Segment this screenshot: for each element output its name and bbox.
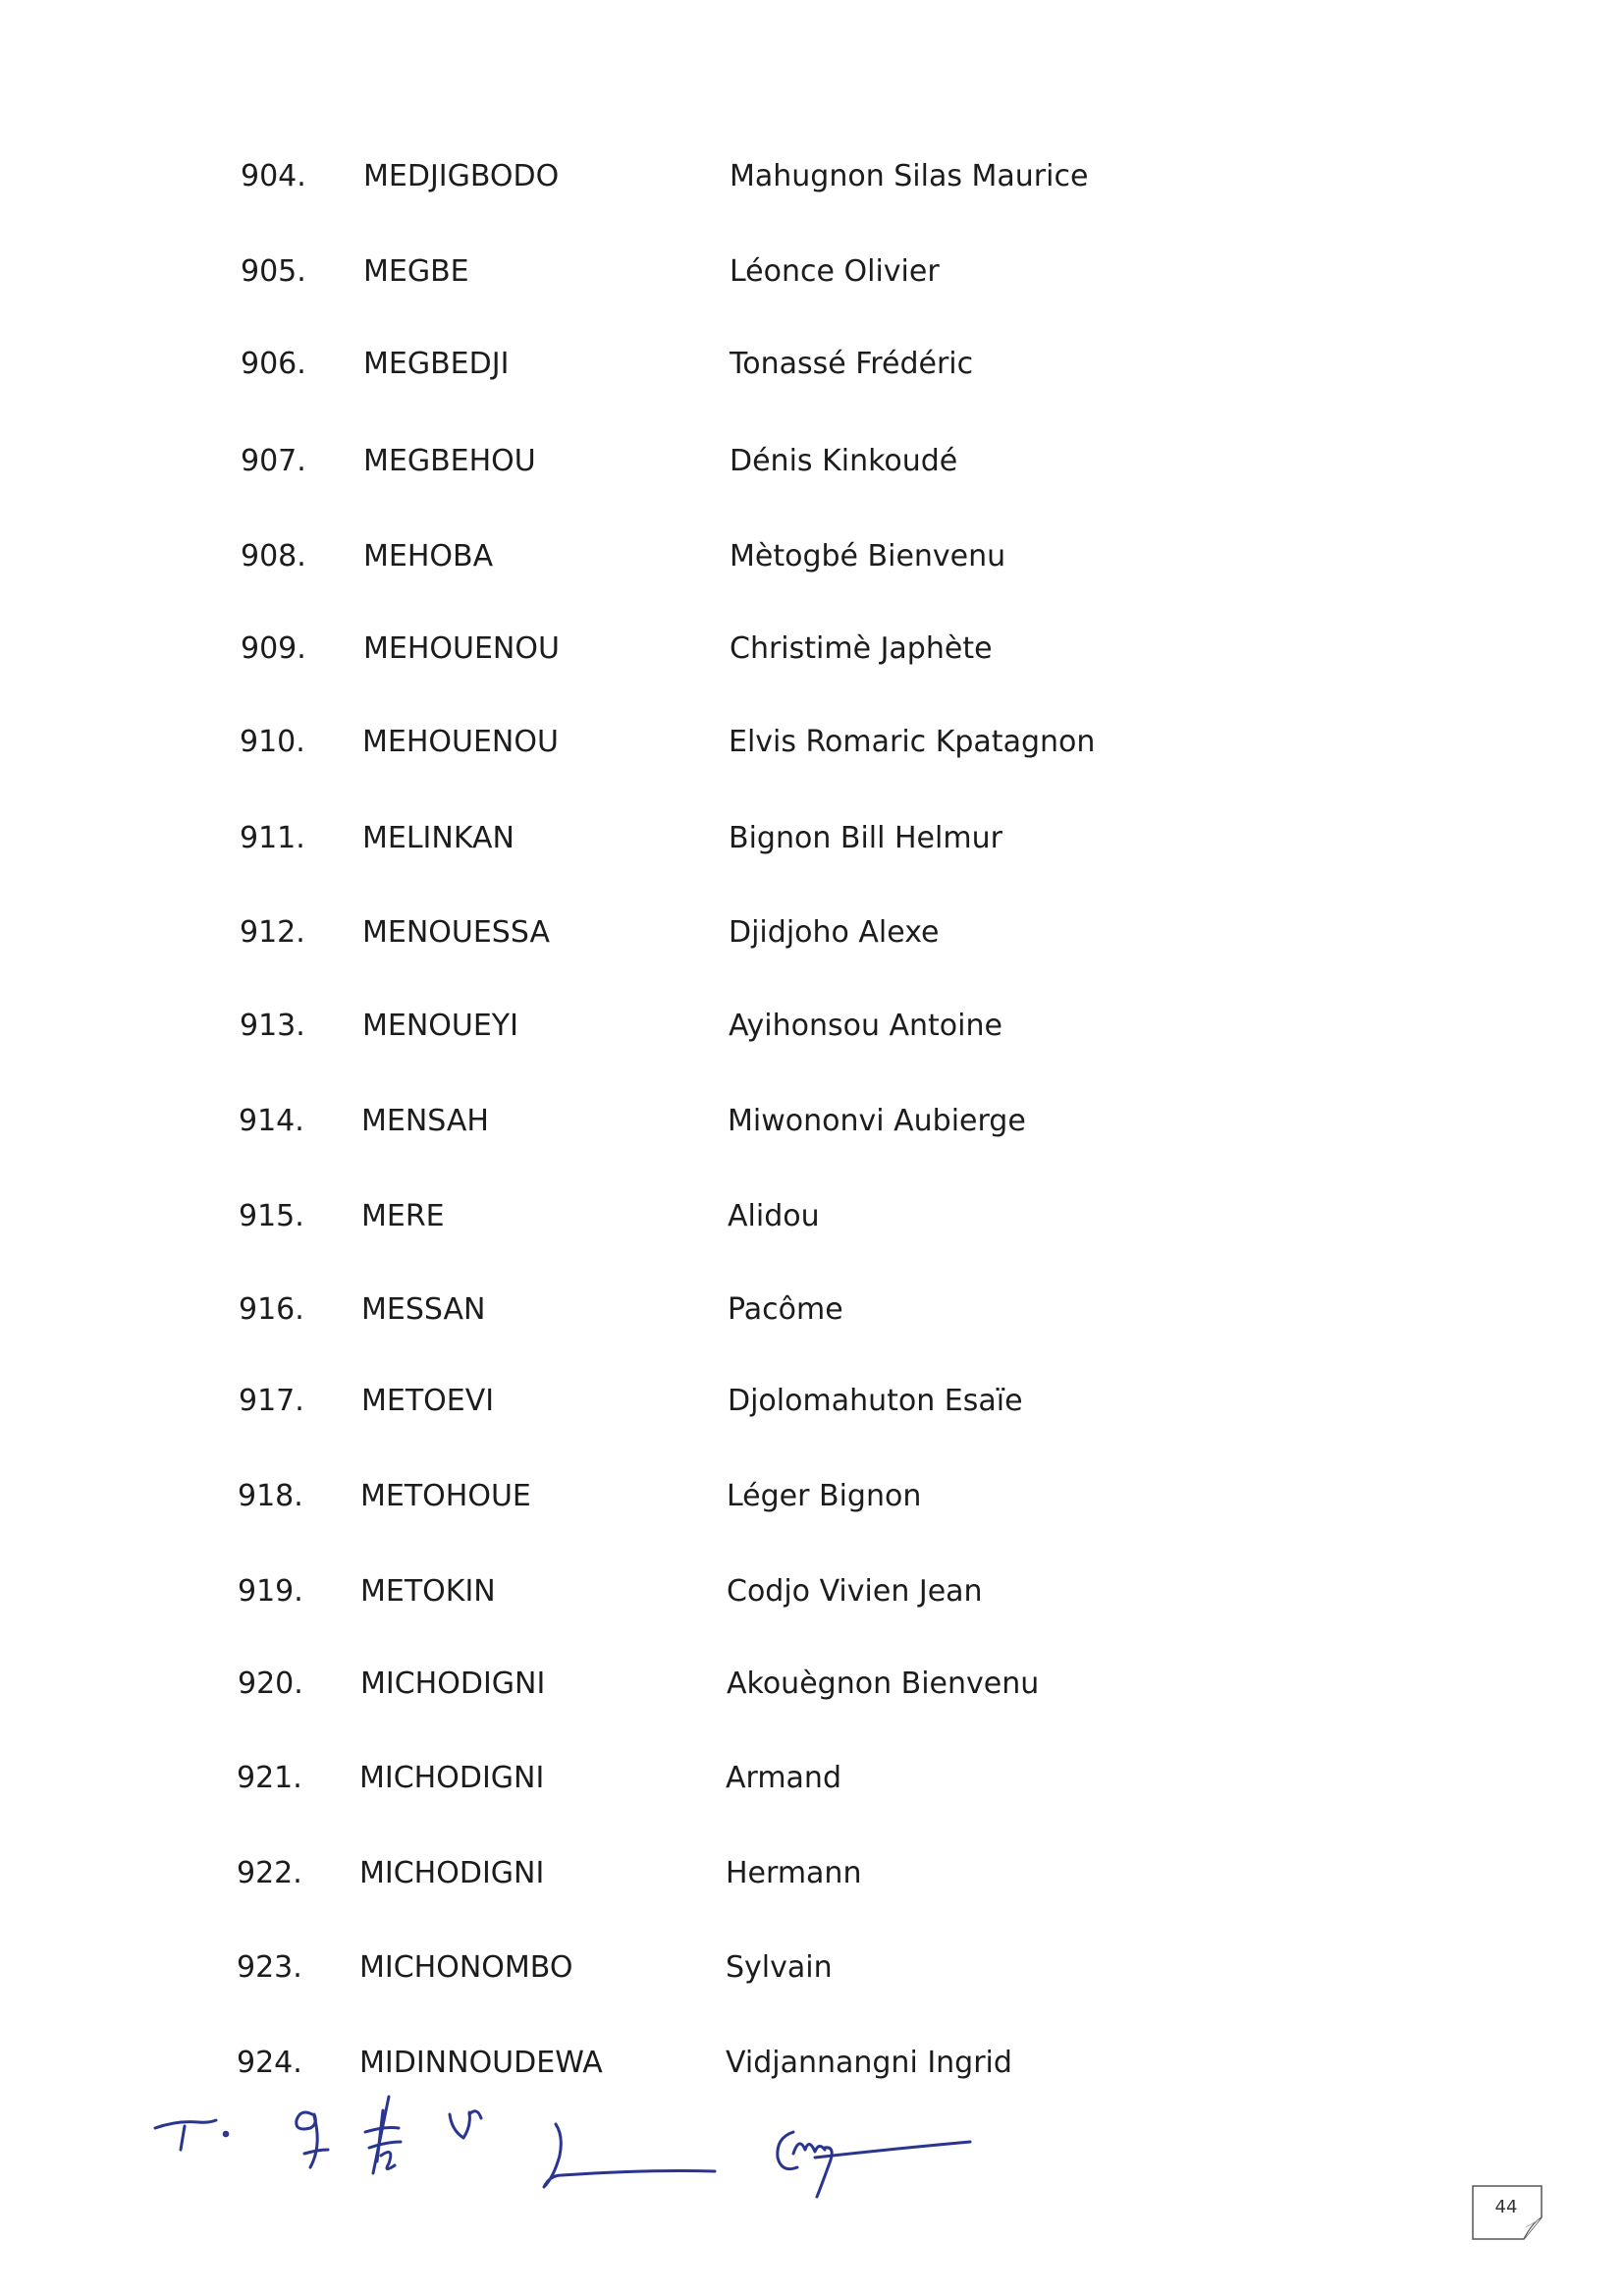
entry-first-names: Codjo Vivien Jean — [727, 1574, 983, 1609]
entry-number: 921. — [237, 1761, 302, 1795]
entry-number: 923. — [237, 1950, 302, 1985]
initials-mark-1 — [155, 2120, 228, 2150]
entry-last-name: MEGBE — [363, 254, 469, 289]
entry-first-names: Tonassé Frédéric — [730, 347, 974, 381]
entry-last-name: MERE — [361, 1199, 445, 1233]
entry-first-names: Léonce Olivier — [730, 254, 940, 289]
entry-first-names: Vidjannangni Ingrid — [726, 2046, 1012, 2080]
page-number: 44 — [1494, 2197, 1518, 2217]
signature-5 — [544, 2124, 715, 2187]
entry-first-names: Sylvain — [726, 1950, 833, 1985]
entry-first-names: Mètogbé Bienvenu — [730, 539, 1006, 574]
entry-last-name: MIDINNOUDEWA — [359, 2046, 603, 2080]
entry-first-names: Elvis Romaric Kpatagnon — [729, 725, 1096, 759]
entry-number: 913. — [240, 1009, 305, 1043]
signature-6 — [778, 2132, 970, 2197]
entry-last-name: MENOUESSA — [362, 915, 550, 950]
entry-last-name: MICHODIGNI — [359, 1761, 545, 1795]
entry-last-name: MICHODIGNI — [360, 1667, 546, 1701]
entry-first-names: Alidou — [728, 1199, 820, 1233]
entry-number: 914. — [239, 1104, 304, 1138]
entry-number: 919. — [238, 1574, 303, 1609]
entry-number: 912. — [240, 915, 305, 950]
entry-number: 916. — [239, 1292, 304, 1327]
entry-last-name: MEDJIGBODO — [363, 159, 560, 193]
entry-first-names: Djolomahuton Esaïe — [728, 1384, 1023, 1418]
entry-first-names: Pacôme — [728, 1292, 843, 1327]
entry-number: 906. — [241, 347, 306, 381]
entry-last-name: MEGBEDJI — [363, 347, 510, 381]
entry-first-names: Djidjoho Alexe — [729, 915, 940, 950]
entry-number: 908. — [241, 539, 306, 574]
page-number-box — [1471, 2184, 1551, 2243]
initials-mark-3 — [365, 2097, 401, 2173]
entry-first-names: Bignon Bill Helmur — [729, 821, 1002, 855]
entry-number: 920. — [238, 1667, 303, 1701]
handwritten-signatures — [137, 2077, 1001, 2205]
entry-last-name: MENSAH — [361, 1104, 489, 1138]
entry-number: 905. — [241, 254, 306, 289]
entry-last-name: MICHODIGNI — [359, 1856, 545, 1890]
entry-number: 918. — [238, 1479, 303, 1513]
entry-first-names: Ayihonsou Antoine — [729, 1009, 1002, 1043]
entry-first-names: Léger Bignon — [727, 1479, 922, 1513]
entry-last-name: MESSAN — [361, 1292, 486, 1327]
entry-first-names: Mahugnon Silas Maurice — [730, 159, 1089, 193]
entry-first-names: Armand — [726, 1761, 841, 1795]
entry-last-name: MEGBEHOU — [363, 444, 536, 478]
entry-first-names: Christimè Japhète — [730, 631, 993, 666]
entry-number: 922. — [237, 1856, 302, 1890]
entry-number: 907. — [241, 444, 306, 478]
entry-last-name: MENOUEYI — [362, 1009, 518, 1043]
entry-number: 910. — [240, 725, 305, 759]
initials-mark-4 — [450, 2111, 481, 2138]
entry-last-name: METOKIN — [360, 1574, 496, 1609]
entry-first-names: Akouègnon Bienvenu — [727, 1667, 1040, 1701]
entry-last-name: METOEVI — [361, 1384, 495, 1418]
entry-number: 917. — [239, 1384, 304, 1418]
initials-mark-2 — [297, 2112, 328, 2167]
entry-number: 909. — [241, 631, 306, 666]
entry-number: 904. — [241, 159, 306, 193]
entry-number: 924. — [237, 2046, 302, 2080]
entry-last-name: METOHOUE — [360, 1479, 531, 1513]
entry-first-names: Dénis Kinkoudé — [730, 444, 958, 478]
entry-first-names: Miwononvi Aubierge — [728, 1104, 1026, 1138]
entry-number: 911. — [240, 821, 305, 855]
entry-first-names: Hermann — [726, 1856, 862, 1890]
entry-number: 915. — [239, 1199, 304, 1233]
entry-last-name: MEHOUENOU — [362, 725, 559, 759]
entry-last-name: MEHOBA — [363, 539, 494, 574]
entry-last-name: MELINKAN — [362, 821, 514, 855]
entry-last-name: MICHONOMBO — [359, 1950, 573, 1985]
entry-last-name: MEHOUENOU — [363, 631, 560, 666]
